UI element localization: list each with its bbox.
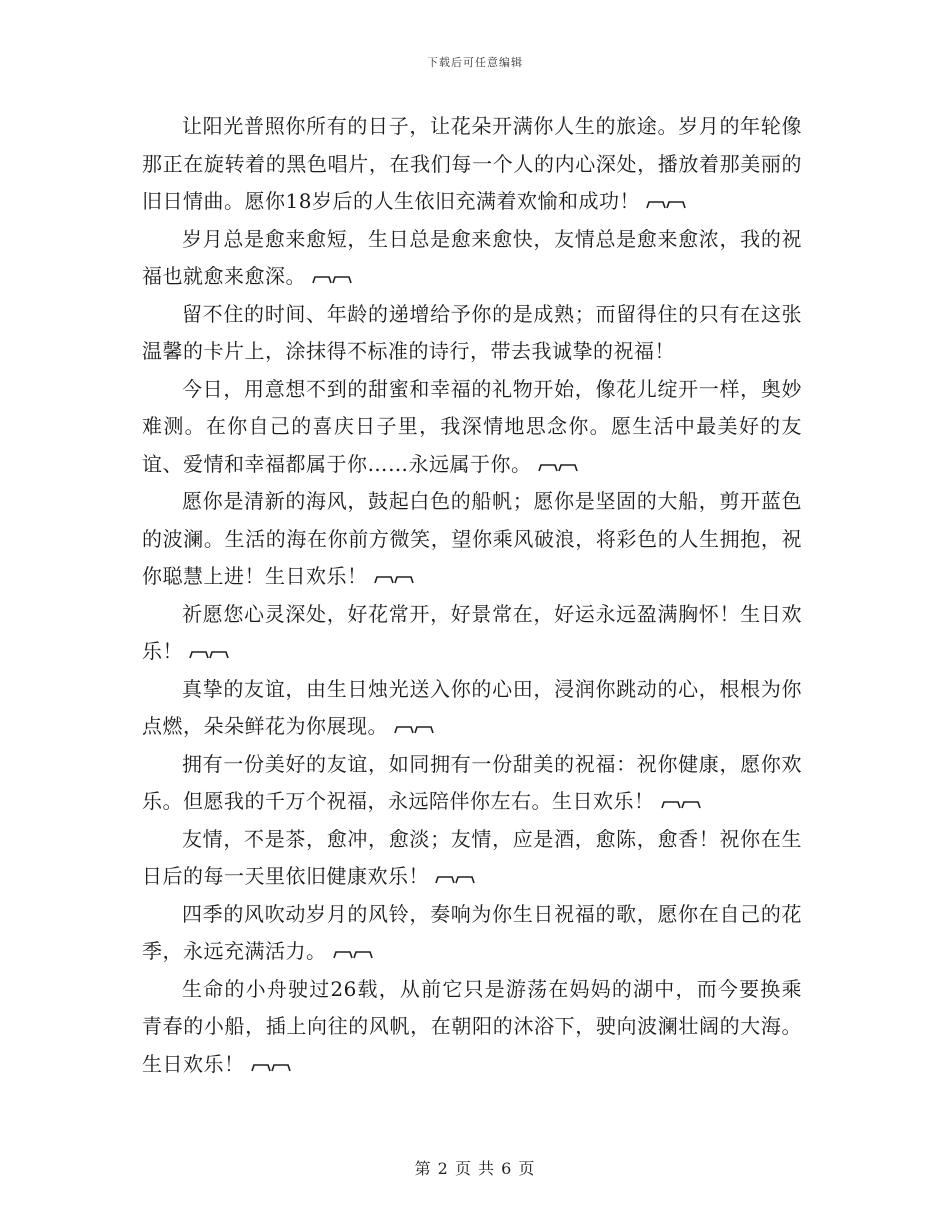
decorative-mark-icon [435,874,475,884]
decorative-mark-icon [661,799,701,809]
decorative-mark-icon [538,462,578,472]
paragraph-text: 岁月总是愈来愈短，生日总是愈来愈快，友情总是愈来愈浓，我的祝福也就愈来愈深。 [142,226,802,288]
paragraph-text: 愿你是清新的海风，鼓起白色的船帆；愿你是坚固的大船，剪开蓝色的波澜。生活的海在你前方微笑，望你乘风破浪，将彩色的人生拥抱，祝你聪慧上进！生日欢乐！ [142,489,802,588]
paragraph-text: 今日，用意想不到的甜蜜和幸福的礼物开始，像花儿绽开一样，奥妙难测。在你自己的喜庆日子里，我深情地思念你。愿生活中最美好的友谊、爱情和幸福都属于你……永远属于你。 [142,376,802,476]
paragraph-text: 让阳光普照你所有的日子，让花朵开满你人生的旅途。岁月的年轮像那正在旋转着的黑色唱片，在我们每一个人的内心深处，播放着那美丽的旧日情曲。愿你18岁后的人生依旧充满着欢愉和成功！ [142,114,802,213]
paragraph-text: 真挚的友谊，由生日烛光送入你的心田，浸润你跳动的心，根根为你点燃，朵朵鲜花为你展现。 [142,676,802,738]
decorative-mark-icon [189,649,229,659]
paragraph-text: 祈愿您心灵深处，好花常开，好景常在，好运永远盈满胸怀！生日欢乐！ [142,601,802,663]
decorative-mark-icon [333,949,373,959]
paragraph [142,108,802,221]
paragraph-text: 四季的风吹动岁月的风铃，奏响为你生日祝福的歌，愿你在自己的花季，永远充满活力。 [142,901,802,963]
document-body [142,108,802,1083]
decorative-mark-icon [646,199,686,209]
paragraph-text: 生命的小舟驶过26载，从前它只是游荡在妈妈的湖中，而今要换乘青春的小船，插上向往的风帆，在朝阳的沐浴下，驶向波澜壮阔的大海。生日欢乐！ [142,976,802,1076]
paragraph [142,971,802,1084]
decorative-mark-icon [374,574,414,584]
paragraph [142,821,802,896]
paragraph [142,371,802,484]
page-header: 下载后可任意编辑 [427,56,523,69]
page-footer: 第 2 页 共 6 页 [414,1159,536,1178]
paragraph [142,896,802,971]
paragraph [142,483,802,596]
decorative-mark-icon [312,274,352,284]
paragraph [142,746,802,821]
paragraph [142,296,802,371]
paragraph-text: 友情，不是茶，愈冲，愈淡；友情，应是酒，愈陈，愈香！祝你在生日后的每一天里依旧健康欢乐！ [142,826,802,888]
paragraph-text: 留不住的时间、年龄的递增给予你的是成熟；而留得住的只有在这张温馨的卡片上，涂抹得不标准的诗行，带去我诚挚的祝福！ [142,301,802,363]
paragraph [142,671,802,746]
decorative-mark-icon [394,724,434,734]
decorative-mark-icon [251,1062,291,1072]
paragraph [142,596,802,671]
paragraph-text: 拥有一份美好的友谊，如同拥有一份甜美的祝福：祝你健康，愿你欢乐。但愿我的千万个祝福，永远陪伴你左右。生日欢乐！ [142,751,802,813]
paragraph [142,221,802,296]
